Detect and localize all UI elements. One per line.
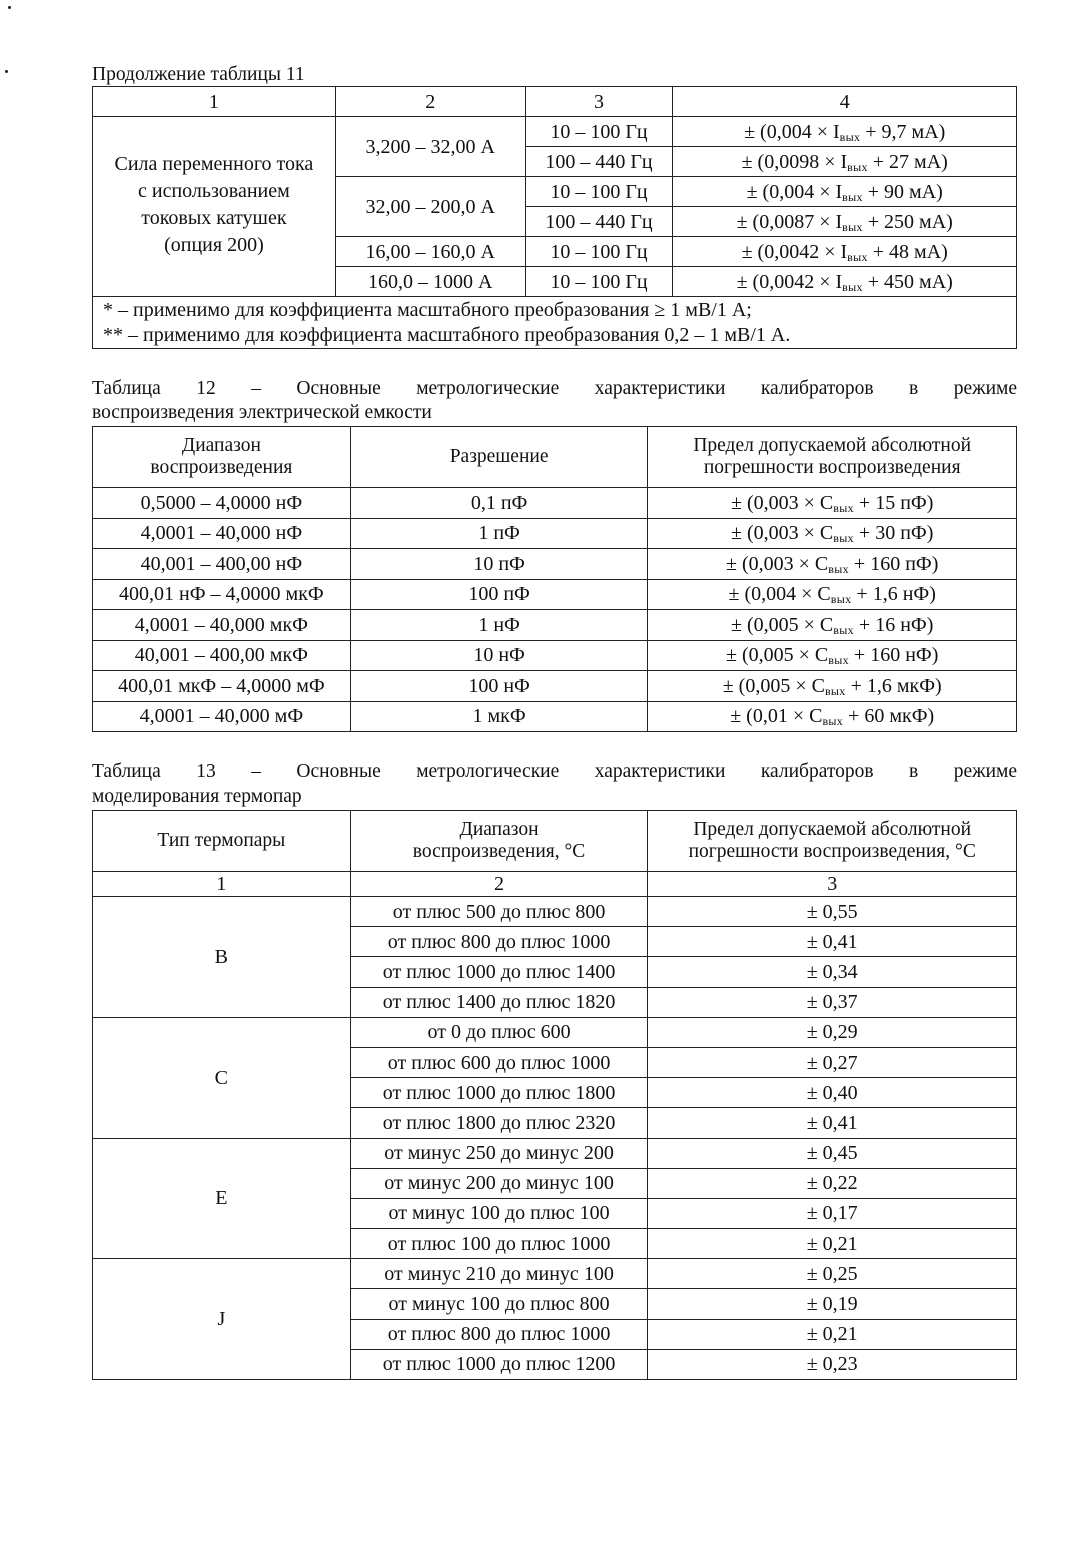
error-cell — [648, 549, 1017, 580]
error-prefix: ± (0,01 × C — [730, 705, 823, 728]
error-cell: ± 0,41 — [648, 927, 1017, 957]
error-suffix: + 27 мА) — [867, 150, 948, 173]
table13-caption-line1: Таблица 13 – Основные метрологические характеристики калибраторов в режиме — [92, 761, 1017, 782]
error-prefix: ± (0,003 × C — [731, 491, 834, 514]
error-prefix: ± (0,0042 × I — [736, 270, 843, 293]
error-prefix: ± (0,0042 × I — [741, 240, 848, 263]
error-suffix: + 1,6 мкФ) — [845, 674, 942, 697]
table12-caption-line1: Таблица 12 – Основные метрологические характеристики калибраторов в режиме — [92, 378, 1017, 399]
current-range-cell: 3,200 – 32,00 А — [335, 117, 525, 177]
error-subscript: вых — [842, 189, 863, 204]
resolution-cell: 100 пФ — [350, 579, 648, 610]
col-number: 3 — [525, 87, 673, 117]
table13 — [92, 810, 1017, 1380]
scan-speck — [5, 70, 8, 73]
measurand-line: с использованием — [138, 180, 290, 202]
error-cell: ± 0,21 — [648, 1319, 1017, 1349]
table-row — [93, 549, 1017, 580]
error-suffix: + 160 нФ) — [848, 644, 939, 667]
error-prefix: ± (0,0087 × I — [736, 210, 843, 233]
error-suffix: + 160 пФ) — [848, 552, 939, 575]
table13-header-row — [93, 811, 1017, 872]
error-suffix: + 60 мкФ) — [843, 705, 935, 728]
error-cell: ± 0,34 — [648, 957, 1017, 987]
table-row — [93, 671, 1017, 702]
error-cell — [648, 518, 1017, 549]
header-error — [648, 427, 1017, 488]
error-suffix: + 15 пФ) — [853, 491, 934, 514]
resolution-cell: 10 пФ — [350, 549, 648, 580]
error-cell: ± 0,29 — [648, 1017, 1017, 1047]
header-line: воспроизведения, °С — [412, 841, 586, 862]
capacitance-range-cell: 4,0001 – 40,000 мФ — [93, 701, 351, 732]
error-subscript: вых — [833, 500, 854, 515]
table-row — [93, 488, 1017, 519]
error-cell: ± 0,23 — [648, 1349, 1017, 1379]
table12-header-row — [93, 427, 1017, 488]
error-subscript: вых — [839, 129, 861, 144]
resolution-cell: 10 нФ — [350, 640, 648, 671]
table-row — [93, 1017, 1017, 1047]
temperature-range-cell: от минус 250 до минус 200 — [350, 1138, 648, 1168]
error-prefix: ± (0,003 × C — [726, 552, 829, 575]
table12-body — [93, 488, 1017, 732]
error-cell: ± 0,45 — [648, 1138, 1017, 1168]
error-suffix: + 90 мА) — [862, 180, 943, 203]
error-prefix: ± (0,003 × C — [731, 522, 834, 545]
temperature-range-cell: от минус 100 до плюс 800 — [350, 1289, 648, 1319]
thermocouple-type-cell: B — [93, 897, 351, 1018]
table11-notes-row — [93, 297, 1017, 349]
error-cell — [648, 610, 1017, 641]
current-range-cell: 160,0 – 1000 А — [335, 267, 525, 297]
col-number: 4 — [673, 87, 1017, 117]
frequency-cell: 10 – 100 Гц — [525, 177, 673, 207]
error-cell — [673, 267, 1017, 297]
frequency-cell: 100 – 440 Гц — [525, 207, 673, 237]
table-row — [93, 640, 1017, 671]
temperature-range-cell: от минус 200 до минус 100 — [350, 1168, 648, 1198]
error-suffix: + 1,6 нФ) — [851, 583, 936, 606]
error-cell — [648, 579, 1017, 610]
error-prefix: ± (0,005 × C — [722, 674, 825, 697]
header-line: Диапазон — [181, 435, 261, 456]
current-range-cell: 32,00 – 200,0 А — [335, 177, 525, 237]
table11 — [92, 86, 1017, 349]
error-subscript: вых — [847, 249, 868, 264]
error-cell — [673, 117, 1017, 147]
header-line: воспроизведения — [150, 457, 293, 478]
temperature-range-cell: от плюс 1400 до плюс 1820 — [350, 987, 648, 1017]
thermocouple-type-cell: E — [93, 1138, 351, 1259]
resolution-cell: 1 пФ — [350, 518, 648, 549]
error-suffix: + 250 мА) — [862, 210, 953, 233]
measurand-cell — [93, 117, 336, 297]
measurand-line: (опция 200) — [164, 234, 264, 256]
frequency-cell: 10 – 100 Гц — [525, 117, 673, 147]
error-suffix: + 16 нФ) — [853, 613, 934, 636]
col-number: 1 — [93, 872, 351, 897]
temperature-range-cell: от 0 до плюс 600 — [350, 1017, 648, 1047]
error-suffix: + 9,7 мА) — [860, 120, 946, 143]
header-line: погрешности воспроизведения, °С — [688, 841, 976, 862]
table-row — [93, 117, 1017, 147]
table-row — [93, 701, 1017, 732]
col-number: 1 — [93, 87, 336, 117]
error-prefix: ± (0,0098 × I — [741, 150, 848, 173]
temperature-range-cell: от плюс 1000 до плюс 1800 — [350, 1078, 648, 1108]
resolution-cell: 1 нФ — [350, 610, 648, 641]
temperature-range-cell: от плюс 1800 до плюс 2320 — [350, 1108, 648, 1138]
temperature-range-cell: от минус 100 до плюс 100 — [350, 1198, 648, 1228]
error-prefix: ± (0,005 × C — [726, 644, 829, 667]
error-cell — [648, 701, 1017, 732]
capacitance-range-cell: 400,01 мкФ – 4,0000 мФ — [93, 671, 351, 702]
error-suffix: + 48 мА) — [867, 240, 948, 263]
error-cell — [673, 177, 1017, 207]
frequency-cell: 10 – 100 Гц — [525, 237, 673, 267]
temperature-range-cell: от плюс 800 до плюс 1000 — [350, 927, 648, 957]
temperature-range-cell: от плюс 500 до плюс 800 — [350, 897, 648, 927]
error-cell — [673, 237, 1017, 267]
capacitance-range-cell: 4,0001 – 40,000 нФ — [93, 518, 351, 549]
error-cell: ± 0,55 — [648, 897, 1017, 927]
error-subscript: вых — [833, 531, 854, 546]
measurand-line: токовых катушек — [141, 207, 287, 229]
error-cell: ± 0,27 — [648, 1047, 1017, 1077]
col-number: 2 — [335, 87, 525, 117]
thermocouple-type-cell: C — [93, 1017, 351, 1138]
header-line: погрешности воспроизведения — [703, 457, 961, 478]
table11-caption: Продолжение таблицы 11 — [92, 64, 305, 85]
current-range-cell: 16,00 – 160,0 А — [335, 237, 525, 267]
error-subscript: вых — [842, 279, 863, 294]
header-line: Предел допускаемой абсолютной — [693, 435, 972, 456]
error-prefix: ± (0,004 × I — [744, 120, 840, 143]
error-subscript: вых — [847, 159, 868, 174]
temperature-range-cell: от плюс 800 до плюс 1000 — [350, 1319, 648, 1349]
resolution-cell: 1 мкФ — [350, 701, 648, 732]
header-range — [350, 811, 648, 872]
table12 — [92, 426, 1017, 732]
table13-body — [93, 897, 1017, 1380]
error-subscript: вых — [828, 653, 849, 668]
error-cell — [648, 671, 1017, 702]
capacitance-range-cell: 0,5000 – 4,0000 нФ — [93, 488, 351, 519]
error-cell: ± 0,41 — [648, 1108, 1017, 1138]
error-cell: ± 0,22 — [648, 1168, 1017, 1198]
frequency-cell: 100 – 440 Гц — [525, 147, 673, 177]
error-subscript: вых — [833, 622, 854, 637]
header-line: Предел допускаемой абсолютной — [693, 819, 972, 840]
error-cell: ± 0,17 — [648, 1198, 1017, 1228]
notes-cell — [93, 297, 1017, 349]
error-prefix: ± (0,004 × I — [746, 180, 843, 203]
error-cell — [673, 147, 1017, 177]
error-prefix: ± (0,005 × C — [731, 613, 834, 636]
capacitance-range-cell: 400,01 нФ – 4,0000 мкФ — [93, 579, 351, 610]
error-suffix: + 30 пФ) — [853, 522, 934, 545]
error-cell — [648, 488, 1017, 519]
resolution-cell: 0,1 пФ — [350, 488, 648, 519]
capacitance-range-cell: 40,001 – 400,00 нФ — [93, 549, 351, 580]
capacitance-range-cell: 4,0001 – 40,000 мкФ — [93, 610, 351, 641]
table-row — [93, 897, 1017, 927]
error-cell: ± 0,21 — [648, 1229, 1017, 1259]
temperature-range-cell: от плюс 1000 до плюс 1400 — [350, 957, 648, 987]
capacitance-range-cell: 40,001 – 400,00 мкФ — [93, 640, 351, 671]
header-resolution: Разрешение — [350, 427, 648, 488]
temperature-range-cell: от плюс 100 до плюс 1000 — [350, 1229, 648, 1259]
temperature-range-cell: от минус 210 до минус 100 — [350, 1259, 648, 1289]
error-subscript: вых — [822, 714, 844, 729]
thermocouple-type-cell: J — [93, 1259, 351, 1380]
error-cell: ± 0,19 — [648, 1289, 1017, 1319]
temperature-range-cell: от плюс 1000 до плюс 1200 — [350, 1349, 648, 1379]
error-cell: ± 0,40 — [648, 1078, 1017, 1108]
table-row — [93, 1138, 1017, 1168]
table11-col-number-row — [93, 87, 1017, 117]
error-subscript: вых — [824, 683, 846, 698]
table-row — [93, 1259, 1017, 1289]
error-suffix: + 450 мА) — [862, 270, 953, 293]
error-subscript: вых — [830, 592, 852, 607]
resolution-cell: 100 нФ — [350, 671, 648, 702]
table-row — [93, 610, 1017, 641]
table-row — [93, 518, 1017, 549]
table13-col-number-row — [93, 872, 1017, 897]
error-cell — [673, 207, 1017, 237]
error-prefix: ± (0,004 × C — [728, 583, 831, 606]
error-cell: ± 0,37 — [648, 987, 1017, 1017]
frequency-cell: 10 – 100 Гц — [525, 267, 673, 297]
error-cell: ± 0,25 — [648, 1259, 1017, 1289]
temperature-range-cell: от плюс 600 до плюс 1000 — [350, 1047, 648, 1077]
error-subscript: вых — [828, 561, 849, 576]
error-cell — [648, 640, 1017, 671]
scan-speck — [8, 6, 11, 9]
col-number: 3 — [648, 872, 1017, 897]
footnote: * – применимо для коэффициента масштабного преобразования ≥ 1 мВ/1 А; — [103, 298, 752, 321]
col-number: 2 — [350, 872, 648, 897]
header-line: Диапазон — [459, 819, 539, 840]
header-range — [93, 427, 351, 488]
footnote: ** – применимо для коэффициента масштабного преобразования 0,2 – 1 мВ/1 А. — [103, 323, 791, 346]
header-type: Тип термопары — [93, 811, 351, 872]
measurand-line: Сила переменного тока — [114, 153, 314, 175]
table13-caption-line2: моделирования термопар — [92, 786, 302, 807]
table-row — [93, 579, 1017, 610]
header-error — [648, 811, 1017, 872]
table12-caption-line2: воспроизведения электрической емкости — [92, 402, 432, 423]
error-subscript: вых — [842, 219, 863, 234]
